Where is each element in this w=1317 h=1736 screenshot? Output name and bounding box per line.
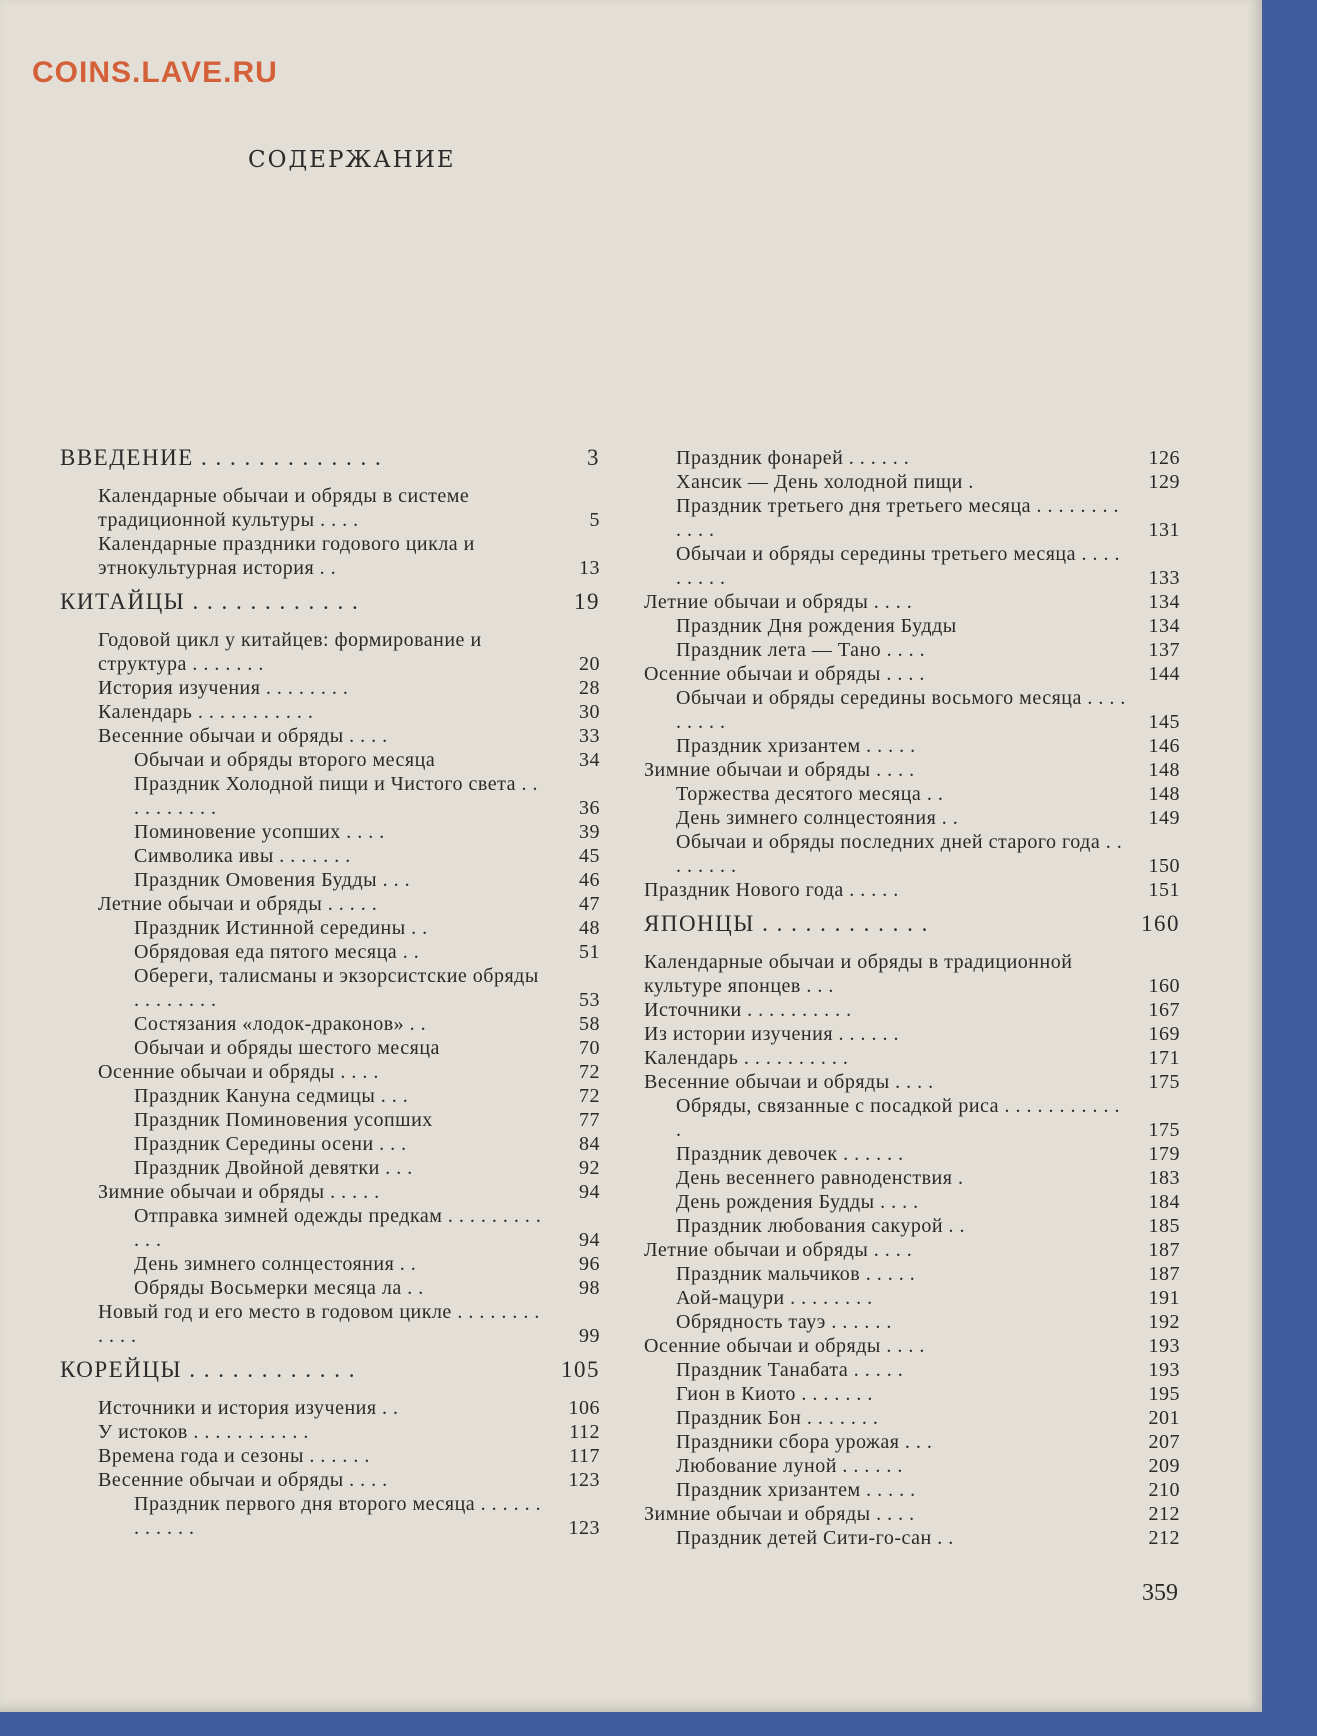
toc-entry-page: 72	[579, 1061, 600, 1083]
toc-entry	[60, 1252, 600, 1276]
toc-entry-title: Праздник третьего дня третьего месяца . . . . . . . . . . . .	[676, 495, 1120, 541]
toc-entry-page: 201	[1148, 1407, 1180, 1429]
toc-entry-page: 34	[579, 749, 600, 771]
toc-entry	[644, 1526, 1180, 1550]
toc-entry-title: Летние обычаи и обряды . . . .	[644, 591, 913, 613]
toc-entry	[644, 782, 1180, 806]
toc-entry-title: Летние обычаи и обряды . . . .	[644, 1239, 913, 1261]
toc-right-column	[644, 446, 1180, 1550]
toc-entry-title: Праздник Бон . . . . . . .	[676, 1407, 879, 1429]
toc-entry-page: 51	[579, 941, 600, 963]
toc-entry-page: 150	[1148, 855, 1180, 877]
toc-entry-title: Гион в Киото . . . . . . .	[676, 1383, 873, 1405]
toc-entry	[60, 844, 600, 868]
toc-entry-title: Праздник фонарей . . . . . .	[676, 447, 910, 469]
toc-entry-page: 5	[589, 509, 600, 531]
toc-entry-page: 179	[1148, 1143, 1180, 1165]
toc-entry-page: 191	[1148, 1287, 1180, 1309]
toc-entry-page: 58	[579, 1013, 600, 1035]
toc-entry-page: 105	[561, 1357, 600, 1382]
toc-entry-title: Хансик — День холодной пищи .	[676, 471, 974, 493]
toc-entry	[644, 1166, 1180, 1190]
toc-entry	[644, 1238, 1180, 1262]
toc-entry-title: Праздник Истинной середины . .	[134, 917, 428, 939]
toc-entry	[60, 964, 600, 1012]
toc-entry	[60, 700, 600, 724]
toc-entry	[644, 1478, 1180, 1502]
toc-entry	[60, 1180, 600, 1204]
toc-entry	[60, 1084, 600, 1108]
toc-entry	[644, 1022, 1180, 1046]
toc-entry-page: 45	[579, 845, 600, 867]
toc-entry	[644, 1358, 1180, 1382]
toc-entry-title: Осенние обычаи и обряды . . . .	[644, 1335, 925, 1357]
toc-entry	[644, 470, 1180, 494]
toc-entry-page: 148	[1148, 783, 1180, 805]
toc-entry-title: Праздники сбора урожая . . .	[676, 1431, 933, 1453]
toc-entry-title: Поминовение усопших . . . .	[134, 821, 385, 843]
toc-entry	[644, 1094, 1180, 1142]
toc-entry-page: 193	[1148, 1359, 1180, 1381]
toc-entry	[644, 1190, 1180, 1214]
toc-entry	[60, 484, 600, 532]
toc-entry-page: 36	[579, 797, 600, 819]
toc-entry-title: Источники и история изучения . .	[98, 1397, 399, 1419]
toc-entry-page: 187	[1148, 1263, 1180, 1285]
toc-entry-title: Обычаи и обряды второго месяца	[134, 749, 436, 771]
toc-entry-title: ВВЕДЕНИЕ . . . . . . . . . . . . .	[60, 445, 383, 470]
toc-entry-page: 167	[1148, 999, 1180, 1021]
toc-entry	[60, 1420, 600, 1444]
toc-entry	[60, 532, 600, 580]
toc-entry	[644, 662, 1180, 686]
toc-entry	[60, 1300, 600, 1348]
toc-entry	[644, 1046, 1180, 1070]
toc-entry-title: Праздник Холодной пищи и Чистого света . . . . . . . . . .	[134, 773, 538, 819]
toc-entry-page: 94	[579, 1181, 600, 1203]
toc-entry-page: 145	[1148, 711, 1180, 733]
toc-entry	[60, 1358, 600, 1382]
toc-entry-title: Праздник лета — Тано . . . .	[676, 639, 926, 661]
toc-entry	[644, 1262, 1180, 1286]
toc-entry-page: 47	[579, 893, 600, 915]
toc-entry-title: Календарные обычаи и обряды в системе традиционной культуры . . . .	[98, 485, 470, 531]
toc-entry	[644, 614, 1180, 638]
toc-entry-page: 53	[579, 989, 600, 1011]
toc-entry-page: 184	[1148, 1191, 1180, 1213]
toc-entry	[644, 686, 1180, 734]
toc-entry-title: Календарные обычаи и обряды в традиционной культуре японцев . . .	[644, 951, 1073, 997]
toc-entry-title: Праздник Поминовения усопших	[134, 1109, 433, 1131]
toc-entry	[644, 494, 1180, 542]
toc-entry	[60, 1060, 600, 1084]
toc-entry-page: 28	[579, 677, 600, 699]
toc-entry-page: 72	[579, 1085, 600, 1107]
toc-entry	[60, 1132, 600, 1156]
toc-entry-title: Любование луной . . . . . .	[676, 1455, 903, 1477]
toc-entry	[644, 1454, 1180, 1478]
toc-entry-title: Весенние обычаи и обряды . . . .	[98, 1469, 388, 1491]
toc-entry-title: День зимнего солнцестояния . .	[134, 1253, 417, 1275]
toc-entry-title: Обрядовая еда пятого месяца . .	[134, 941, 420, 963]
toc-entry-title: История изучения . . . . . . . .	[98, 677, 349, 699]
toc-entry-title: Праздник любования сакурой . .	[676, 1215, 966, 1237]
toc-entry-page: 160	[1141, 911, 1180, 936]
toc-entry-page: 48	[579, 917, 600, 939]
toc-entry	[644, 1502, 1180, 1526]
toc-entry-page: 151	[1148, 879, 1180, 901]
toc-entry	[60, 1156, 600, 1180]
toc-entry-title: Праздник Кануна седмицы . . .	[134, 1085, 409, 1107]
toc-entry-title: Праздник Нового года . . . . .	[644, 879, 899, 901]
toc-entry-title: Осенние обычаи и обряды . . . .	[644, 663, 925, 685]
toc-entry-page: 39	[579, 821, 600, 843]
toc-entry-title: Праздник девочек . . . . . .	[676, 1143, 904, 1165]
toc-entry-page: 175	[1148, 1071, 1180, 1093]
toc-entry-page: 169	[1148, 1023, 1180, 1045]
toc-entry-page: 195	[1148, 1383, 1180, 1405]
toc-entry-page: 212	[1148, 1503, 1180, 1525]
toc-entry-title: Зимние обычаи и обряды . . . .	[644, 759, 915, 781]
toc-entry-title: Аой-мацури . . . . . . . .	[676, 1287, 873, 1309]
toc-entry	[644, 1382, 1180, 1406]
toc-entry-title: Праздник Середины осени . . .	[134, 1133, 407, 1155]
toc-entry	[60, 868, 600, 892]
toc-entry-page: 187	[1148, 1239, 1180, 1261]
toc-entry-title: Отправка зимней одежды предкам . . . . . . . . . . . .	[134, 1205, 542, 1251]
toc-entry	[644, 590, 1180, 614]
toc-entry-title: ЯПОНЦЫ . . . . . . . . . . . .	[644, 911, 929, 936]
toc-entry-title: Времена года и сезоны . . . . . .	[98, 1445, 370, 1467]
toc-entry-title: День весеннего равноденствия .	[676, 1167, 964, 1189]
toc-entry-page: 92	[579, 1157, 600, 1179]
toc-entry-title: Праздник Омовения Будды . . .	[134, 869, 411, 891]
toc-entry	[644, 734, 1180, 758]
toc-entry-title: Новый год и его место в годовом цикле . . . . . . . . . . . .	[98, 1301, 540, 1347]
toc-entry-page: 134	[1148, 615, 1180, 637]
toc-entry	[644, 806, 1180, 830]
toc-entry	[60, 446, 600, 470]
toc-entry	[644, 912, 1180, 936]
toc-entry-page: 19	[574, 589, 600, 614]
toc-entry-title: У истоков . . . . . . . . . . .	[98, 1421, 309, 1443]
toc-entry	[644, 1310, 1180, 1334]
toc-entry-page: 3	[587, 445, 600, 470]
toc-entry	[60, 940, 600, 964]
toc-entry	[60, 1108, 600, 1132]
toc-entry-page: 137	[1148, 639, 1180, 661]
toc-entry	[60, 1012, 600, 1036]
toc-entry-page: 99	[579, 1325, 600, 1347]
toc-entry-page: 183	[1148, 1167, 1180, 1189]
toc-entry-page: 106	[568, 1397, 600, 1419]
toc-entry-title: Символика ивы . . . . . . .	[134, 845, 351, 867]
toc-entry-page: 126	[1148, 447, 1180, 469]
toc-entry-title: Весенние обычаи и обряды . . . .	[98, 725, 388, 747]
toc-entry	[60, 1396, 600, 1420]
toc-entry-page: 134	[1148, 591, 1180, 613]
toc-entry-page: 30	[579, 701, 600, 723]
toc-entry-title: Обряды, связанные с посадкой риса . . . . . . . . . . . .	[676, 1095, 1121, 1141]
toc-entry	[644, 542, 1180, 590]
toc-entry	[60, 676, 600, 700]
toc-entry-title: Календарь . . . . . . . . . .	[644, 1047, 849, 1069]
toc-entry	[60, 1444, 600, 1468]
toc-entry-page: 146	[1148, 735, 1180, 757]
toc-entry-title: КИТАЙЦЫ . . . . . . . . . . . .	[60, 589, 360, 614]
toc-entry-page: 13	[579, 557, 600, 579]
toc-entry-page: 70	[579, 1037, 600, 1059]
toc-entry-title: Источники . . . . . . . . . .	[644, 999, 852, 1021]
toc-entry-title: Календарь . . . . . . . . . . .	[98, 701, 314, 723]
toc-entry	[644, 1406, 1180, 1430]
toc-entry	[644, 758, 1180, 782]
toc-entry-title: Праздник мальчиков . . . . .	[676, 1263, 916, 1285]
toc-entry-page: 117	[569, 1445, 600, 1467]
toc-entry-page: 192	[1148, 1311, 1180, 1333]
page-title: СОДЕРЖАНИЕ	[248, 147, 456, 173]
toc-entry-title: Календарные праздники годового цикла и этнокультурная история . .	[98, 533, 475, 579]
toc-entry	[644, 950, 1180, 998]
toc-entry-title: Годовой цикл у китайцев: формирование и структура . . . . . . .	[98, 629, 482, 675]
toc-entry	[644, 446, 1180, 470]
watermark: COINS.LAVE.RU	[32, 56, 278, 89]
toc-entry-title: Праздник хризантем . . . . .	[676, 1479, 916, 1501]
toc-entry-page: 149	[1148, 807, 1180, 829]
toc-entry-title: Праздник первого дня второго месяца . . . . . . . . . . . .	[134, 1493, 542, 1539]
toc-entry-page: 129	[1148, 471, 1180, 493]
toc-entry	[60, 1036, 600, 1060]
toc-entry-title: Весенние обычаи и обряды . . . .	[644, 1071, 934, 1093]
toc-entry-title: Праздник Танабата . . . . .	[676, 1359, 904, 1381]
toc-entry-title: Праздник хризантем . . . . .	[676, 735, 916, 757]
toc-entry-title: Зимние обычаи и обряды . . . .	[644, 1503, 915, 1525]
toc-entry-title: Обрядность тауэ . . . . . .	[676, 1311, 892, 1333]
toc-entry	[60, 1468, 600, 1492]
toc-entry-page: 112	[569, 1421, 600, 1443]
toc-entry	[644, 1430, 1180, 1454]
toc-entry	[644, 638, 1180, 662]
toc-entry-page: 123	[568, 1469, 600, 1491]
toc-entry	[644, 878, 1180, 902]
toc-entry-title: Праздник детей Сити-го-сан . .	[676, 1527, 954, 1549]
toc-entry-title: Состязания «лодок-драконов» . .	[134, 1013, 427, 1035]
toc-entry-page: 33	[579, 725, 600, 747]
toc-entry	[60, 772, 600, 820]
toc-entry	[60, 628, 600, 676]
toc-entry-title: День зимнего солнцестояния . .	[676, 807, 959, 829]
toc-entry-page: 144	[1148, 663, 1180, 685]
toc-entry-title: Праздник Дня рождения Будды	[676, 615, 957, 637]
toc-entry-page: 133	[1148, 567, 1180, 589]
toc-entry-title: Обычаи и обряды середины третьего месяца . . . . . . . . .	[676, 543, 1121, 589]
toc-entry-title: Осенние обычаи и обряды . . . .	[98, 1061, 379, 1083]
toc-entry	[644, 830, 1180, 878]
toc-entry-title: День рождения Будды . . . .	[676, 1191, 919, 1213]
toc-entry	[60, 748, 600, 772]
toc-entry	[60, 820, 600, 844]
toc-entry-page: 160	[1148, 975, 1180, 997]
toc-entry-page: 193	[1148, 1335, 1180, 1357]
toc-entry-page: 185	[1148, 1215, 1180, 1237]
toc-entry	[644, 1286, 1180, 1310]
toc-entry-page: 98	[579, 1277, 600, 1299]
page-number: 359	[1142, 1580, 1178, 1606]
toc-entry-title: Обряды Восьмерки месяца ла . .	[134, 1277, 424, 1299]
toc-entry	[644, 998, 1180, 1022]
toc-entry-page: 94	[579, 1229, 600, 1251]
toc-entry	[60, 1276, 600, 1300]
toc-entry-page: 209	[1148, 1455, 1180, 1477]
toc-entry-title: КОРЕЙЦЫ . . . . . . . . . . . .	[60, 1357, 356, 1382]
toc-entry-title: Летние обычаи и обряды . . . . .	[98, 893, 378, 915]
toc-entry-page: 207	[1148, 1431, 1180, 1453]
toc-entry-title: Праздник Двойной девятки . . .	[134, 1157, 413, 1179]
toc-entry	[60, 590, 600, 614]
toc-entry-page: 131	[1148, 519, 1180, 541]
toc-entry-title: Обычаи и обряды последних дней старого года . . . . . . . .	[676, 831, 1123, 877]
toc-entry-title: Из истории изучения . . . . . .	[644, 1023, 900, 1045]
toc-entry-title: Обычаи и обряды шестого месяца	[134, 1037, 440, 1059]
toc-entry	[60, 892, 600, 916]
toc-entry	[644, 1214, 1180, 1238]
toc-entry-page: 123	[568, 1517, 600, 1539]
toc-entry-page: 84	[579, 1133, 600, 1155]
toc-entry-title: Обереги, талисманы и экзорсистские обряды . . . . . . . .	[134, 965, 539, 1011]
toc-entry	[644, 1070, 1180, 1094]
toc-left-column	[60, 446, 600, 1540]
toc-entry	[60, 1492, 600, 1540]
toc-entry-page: 210	[1148, 1479, 1180, 1501]
toc-entry-page: 148	[1148, 759, 1180, 781]
toc-entry-page: 96	[579, 1253, 600, 1275]
toc-entry	[60, 1204, 600, 1252]
toc-entry-page: 77	[579, 1109, 600, 1131]
toc-entry	[644, 1334, 1180, 1358]
toc-entry-page: 46	[579, 869, 600, 891]
toc-entry-page: 20	[579, 653, 600, 675]
toc-entry	[60, 916, 600, 940]
toc-entry-title: Обычаи и обряды середины восьмого месяца . . . . . . . . .	[676, 687, 1126, 733]
toc-entry-page: 175	[1148, 1119, 1180, 1141]
toc-entry	[60, 724, 600, 748]
toc-entry-title: Торжества десятого месяца . .	[676, 783, 944, 805]
toc-entry	[644, 1142, 1180, 1166]
toc-entry-page: 212	[1148, 1527, 1180, 1549]
toc-entry-page: 171	[1148, 1047, 1180, 1069]
toc-entry-title: Зимние обычаи и обряды . . . . .	[98, 1181, 380, 1203]
